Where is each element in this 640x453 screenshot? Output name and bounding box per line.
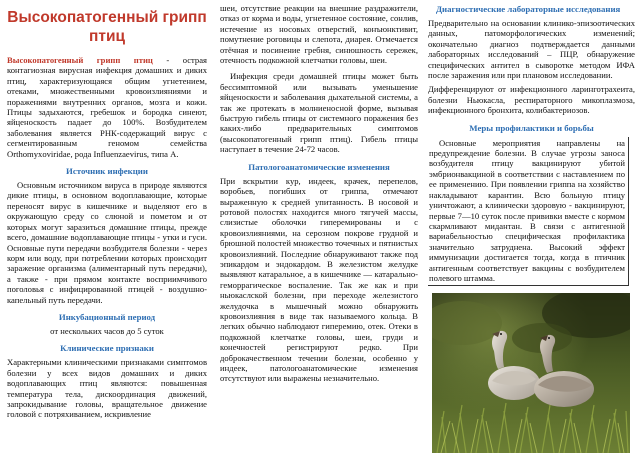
geese-photo-illustration (432, 293, 630, 453)
intro-paragraph (7, 55, 207, 159)
pathology-heading: Патологоанатомические изменения (248, 161, 390, 172)
incubation-heading: Инкубационный период (58, 311, 156, 322)
column-right (428, 0, 635, 453)
prevention-box (428, 137, 629, 287)
page-title: Высокопатогенный грипп птиц (7, 9, 207, 45)
signs-continued-paragraph: шеи, отсутствие реакции на внешние раздражители, отказ от корма и воды, угнетенное состояние, сонлив, истечение из носовых отверстий, конъюнктивит, помутнение роговицы и слепота, диарея. Отмечается отёчная и посинение гребня, синюшность сережек, отечность подкожной клетчатки головы, шеи. (220, 3, 418, 66)
pathology-paragraph: При вскрытии кур, индеек, крачек, перепелов, воробьев, погибших от гриппа, отмечают выраженную к средней упитанность. В носовой и ротовой полостях находится много тягучей массы, слизистые оболочки гиперемированы и с кровоизлияниями, на серозном покрове грудной и брюшной полостей множество точечных и пятнистых кровоизлияний. Последние обнаруживают также под эпикардом и эндокардом. В железистом желудке выявляют катаральное, а в кишечнике — катарально-геморрагическое воспаление. Так же как и при ньюкаслской болезни, при переходе железистого желудочка в мышечный можно обнаружить кровоизлияния в виде так называемого кольца. В легких обычно наблюдают гиперемию, отек. Отеки в подкожной клетчатке головы, шеи, груди и конечностей регистрируют редко. При доброкачественном течении болезни, особенно у индеек, патологоанатомические изменения отсутствуют или выражены незначительно. (220, 175, 418, 384)
diagnostics-heading: Диагностические лабораторные исследования (436, 4, 621, 14)
prevention-paragraph: Основные мероприятия направлены на предупреждение болезни. В случае угрозы заноса возбудителя птицу вакцинируют убитой эмбрионвакциной в соответствии с наставлением по ее применению. При появлении гриппа на хозяйство накладывают карантин. Всю больную птицу уничтожают, а клинически здоровую - вакцинируют, первые 7—10 суток после прививки вместе с кормом скармливают мидантан. В связи с антигенной вариабельностью специфическая профилактика значительно затруднена. Высокий эффект иммунизации достигается тогда, когда в птичник антигенным соответствует вакцины с возбудителем полевого штамма. (429, 137, 625, 283)
signs-heading: Клинические признаки (60, 343, 154, 354)
signs-paragraph: Характерными клиническими признаками симптомов болезни у всех видов домашних и диких водоплавающих птиц являются: повышенная температура тела, дискоординация движений, запрокидывание головы, вращательное движение головой с потряхиванием, искривление (7, 357, 207, 420)
geese-photo (432, 293, 630, 453)
prevention-heading: Меры профилактики и борьбы (469, 122, 594, 133)
intro-text: - острая контагиозная вирусная инфекция домашних и диких птиц, характеризующаяся общим угнетением, отеками, множественными кровоизлияниями и поражениями внутренних органов, мозга и кожи. Птицы задыхаются, гребешок и бородка синеют, яйценоскость падает до 100%. Возбудителем заболевания является РНК-содержащий вирус с сегментированным геномом семейства Orthomyxoviridae, рода Influenzaevirus, типа А. (7, 55, 207, 159)
intro-term: Высокопатогенный грипп птиц (7, 55, 153, 65)
column-middle (220, 0, 418, 453)
source-heading: Источник инфекции (66, 166, 148, 177)
differential-paragraph: Дифференцируют от инфекционного ларинготрахеита, болезни Ньюкасла, респираторного микоплазмоза, инфекционного бронхита, колибактериозов. (428, 84, 635, 116)
infection-paragraph: Инфекция среди домашней птицы может быть бессимптомной или вызывать уменьшение яйценоскости и заболевания дыхательной системы, а так же протекать в молниеносной форме, вызывая быструю гибель птицы от системного поражения без каких-либо предварительных симптомов (высокопатогенный грипп птиц). Гибель птицы наступает в течение 24-72 часов. (220, 71, 418, 155)
diagnostics-paragraph: Предварительно на основании клинико-эпизоотических данных, патоморфологических изменений; окончательно диагноз подтверждается данными лабораторных исследований – ПЦР, обнаружение специфических антител в сыворотке методом ИФА после заражения или при плановом исследовании. (428, 18, 635, 81)
source-paragraph: Основным источником вируса в природе являются дикие птицы, в основном водоплавающие, которые переносят вирус в кишечнике и выделяют его в окружающую среду со слюной и пометом и от которых могут заразиться домашние птицы, прежде всего, домашние водоплавающие птицы - утки и гуси. Основные пути передачи возбудителя болезни - через корм или воду, при потреблении которых происходит заражение организма (алиментарный путь передачи), а также - при прямом контакте восприимчивого поголовья с инфицированной птицей - воздушно-капельный путь передачи. (7, 180, 207, 305)
column-left (7, 0, 207, 453)
incubation-text: от нескольких часов до 5 суток (50, 325, 164, 336)
